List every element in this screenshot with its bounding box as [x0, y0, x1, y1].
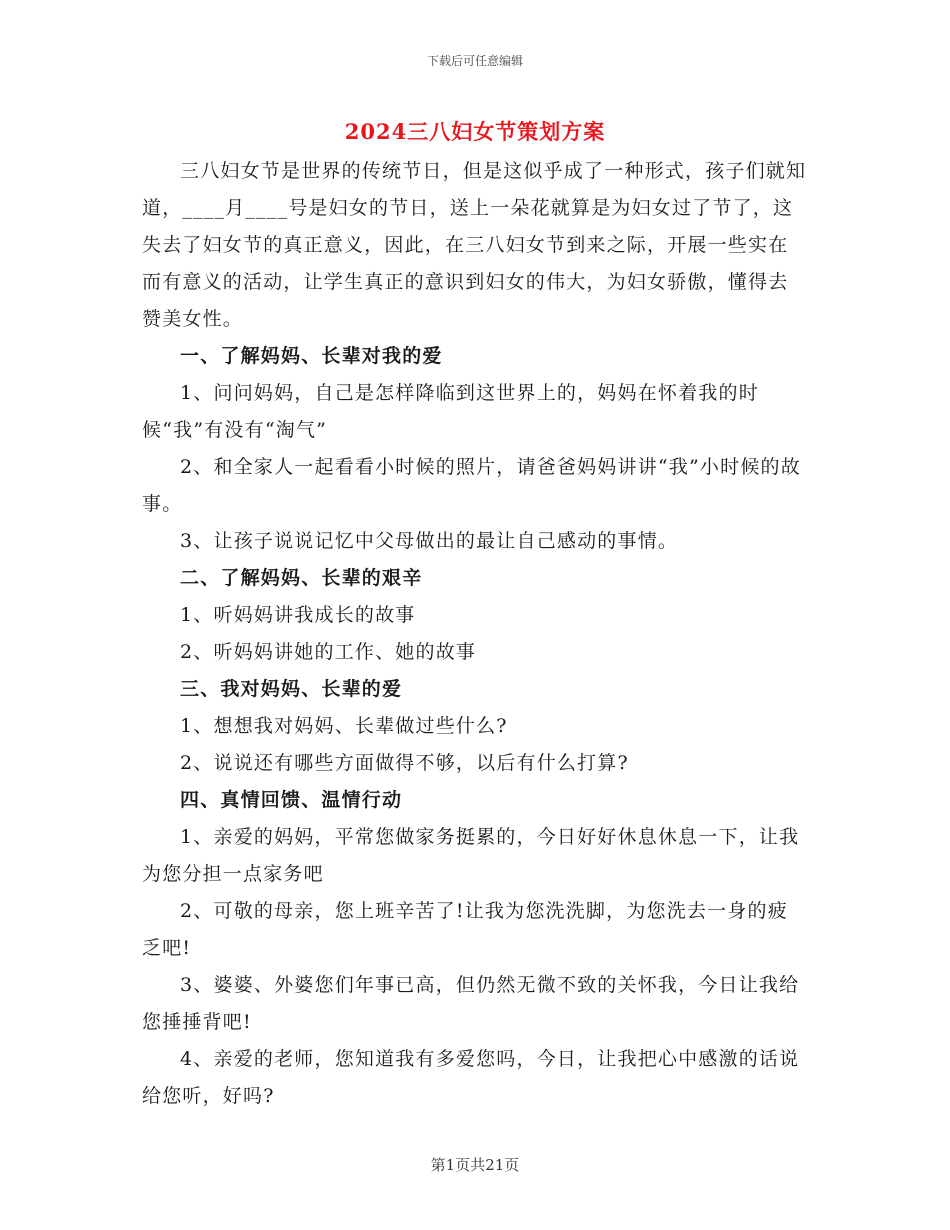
section-heading: 一、了解妈妈、长辈对我的爱 [180, 345, 443, 367]
list-item: 2、听妈妈讲她的工作、她的故事 [180, 641, 477, 663]
section-heading: 三、我对妈妈、长辈的爱 [180, 678, 403, 700]
list-item: 1、问问妈妈，自己是怎样降临到这世界上的，妈妈在怀着我的时候“我”有没有“淘气” [142, 382, 759, 441]
list-item: 1、想想我对妈妈、长辈做过些什么? [180, 715, 508, 737]
document-body [142, 153, 808, 1115]
list-item: 1、听妈妈讲我成长的故事 [180, 604, 416, 626]
list-item: 2、和全家人一起看看小时候的照片，请爸爸妈妈讲讲“我”小时候的故事。 [142, 456, 801, 515]
intro-paragraph: 三八妇女节是世界的传统节日，但是这似乎成了一种形式，孩子们就知道，____月____号是妇女的节日，送上一朵花就算是为妇女过了节了，这失去了妇女节的真正意义，因此，在三八妇女节到来之际，开展一些实在而有意义的活动，让学生真正的意识到妇女的伟大，为妇女骄傲，懂得去赞美女性。 [142, 160, 807, 330]
section-heading: 四、真情回馈、温情行动 [180, 789, 403, 811]
list-item: 3、让孩子说说记忆中父母做出的最让自己感动的事情。 [180, 530, 679, 552]
list-item: 2、可敬的母亲，您上班辛苦了!让我为您洗洗脚，为您洗去一身的疲乏吧! [142, 900, 788, 959]
document-title: 2024三八妇女节策划方案 [344, 119, 606, 144]
list-item: 1、亲爱的妈妈，平常您做家务挺累的，今日好好休息休息一下，让我为您分担一点家务吧 [142, 826, 800, 885]
page-footer: 第1页共21页 [430, 1156, 520, 1174]
section-heading: 二、了解妈妈、长辈的艰辛 [180, 567, 423, 589]
list-item: 4、亲爱的老师，您知道我有多爱您吗，今日，让我把心中感激的话说给您听，好吗? [142, 1048, 800, 1107]
list-item: 3、婆婆、外婆您们年事已高，但仍然无微不致的关怀我，今日让我给您捶捶背吧! [142, 974, 800, 1033]
list-item: 2、说说还有哪些方面做得不够，以后有什么打算? [180, 752, 629, 774]
header-note: 下载后可任意编辑 [426, 54, 523, 68]
